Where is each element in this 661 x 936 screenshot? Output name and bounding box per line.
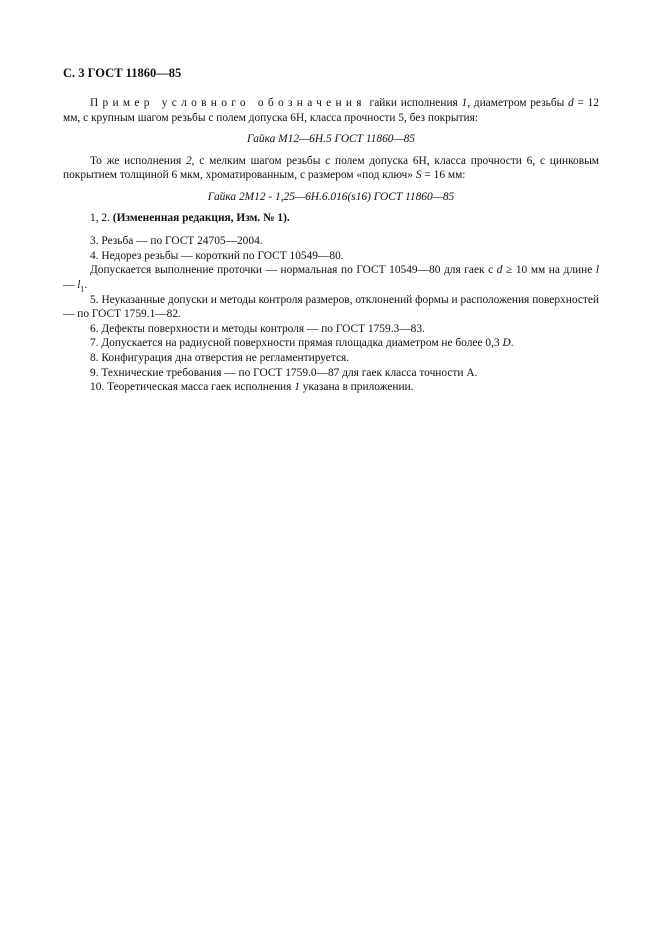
note-1-2-prefix: 1, 2. (90, 211, 113, 224)
note-7-end: . (510, 337, 514, 350)
example-text: гайки исполнения (365, 97, 462, 109)
note-9: 9. Технические требования — по ГОСТ 1759.0—87 для гаек класса точности А. (90, 366, 478, 379)
designation-example-1: Гайка М12—6Н.5 ГОСТ 11860—85 (247, 133, 415, 146)
note-4: 4. Недорез резьбы — короткий по ГОСТ 10549—80. (90, 249, 344, 262)
note-8: 8. Конфигурация дна отверстия не регламентируется. (90, 351, 350, 364)
note-7 (63, 336, 599, 351)
wrench-size-value: = 16 мм: (421, 169, 466, 182)
note-6: 6. Дефекты поверхности и методы контроля — по ГОСТ 1759.3—83. (90, 322, 425, 335)
same-text: , с мелким шагом резьбы с полем допуска 6Н, класса прочности 6, с цинковым покрытием толщиной 6 мкм, хроматированным, с размером «под ключ» (63, 154, 599, 182)
designation-example-2: Гайка 2М12 - 1,25—6Н.6.016(s16) ГОСТ 11860—85 (207, 190, 455, 203)
note-1-2 (63, 211, 599, 226)
diameter-symbol: d (568, 97, 574, 109)
page-header: С. 3 ГОСТ 11860—85 (63, 66, 182, 80)
execution-number: 1 (461, 97, 468, 109)
note-1-2-amendment: (Измененная редакция, Изм. № 1). (112, 211, 290, 224)
note-10 (63, 380, 599, 395)
execution-number-3: 1 (294, 381, 300, 394)
example-lead: Пример условного обозначения (90, 97, 366, 109)
note-4-end: . (84, 278, 88, 291)
note-4-dash: — (63, 278, 78, 291)
note-3: 3. Резьба — по ГОСТ 24705—2004. (90, 235, 263, 248)
outer-diameter-symbol: D (502, 337, 511, 350)
length-symbol-2: l (77, 278, 81, 291)
note-4-recess-text-2: ≥ 10 мм на длине (502, 264, 596, 277)
same-lead: То же исполнения (90, 154, 186, 167)
example-text-line2: = 12 мм, с крупным шагом резьбы с полем допуска 6Н, класса прочности 5, без покрытия: (63, 97, 599, 124)
length-symbol: l (595, 264, 599, 277)
wrench-size-symbol: S (415, 169, 422, 182)
note-4-recess-text: Допускается выполнение проточки — нормальная по ГОСТ 10549—80 для гаек с (90, 264, 497, 277)
execution-number-2: 2 (185, 154, 192, 167)
document-body (63, 96, 599, 395)
note-10-tail: указана в приложении. (299, 381, 414, 394)
length-subscript: 1 (80, 284, 85, 294)
note-7-text: 7. Допускается на радиусной поверхности прямая площадка диаметром не более 0,3 (90, 337, 503, 350)
same-execution-paragraph (63, 154, 599, 183)
note-10-text: 10. Теоретическая масса гаек исполнения (90, 381, 295, 394)
example-text-tail: , диаметром резьбы (467, 97, 565, 109)
note-4-recess (63, 263, 599, 292)
note-5: 5. Неуказанные допуски и методы контроля размеров, отклонений формы и расположения поверхностей — по ГОСТ 1759.1—82. (63, 293, 599, 321)
example-paragraph (63, 96, 599, 125)
diameter-symbol-2: d (496, 264, 503, 277)
